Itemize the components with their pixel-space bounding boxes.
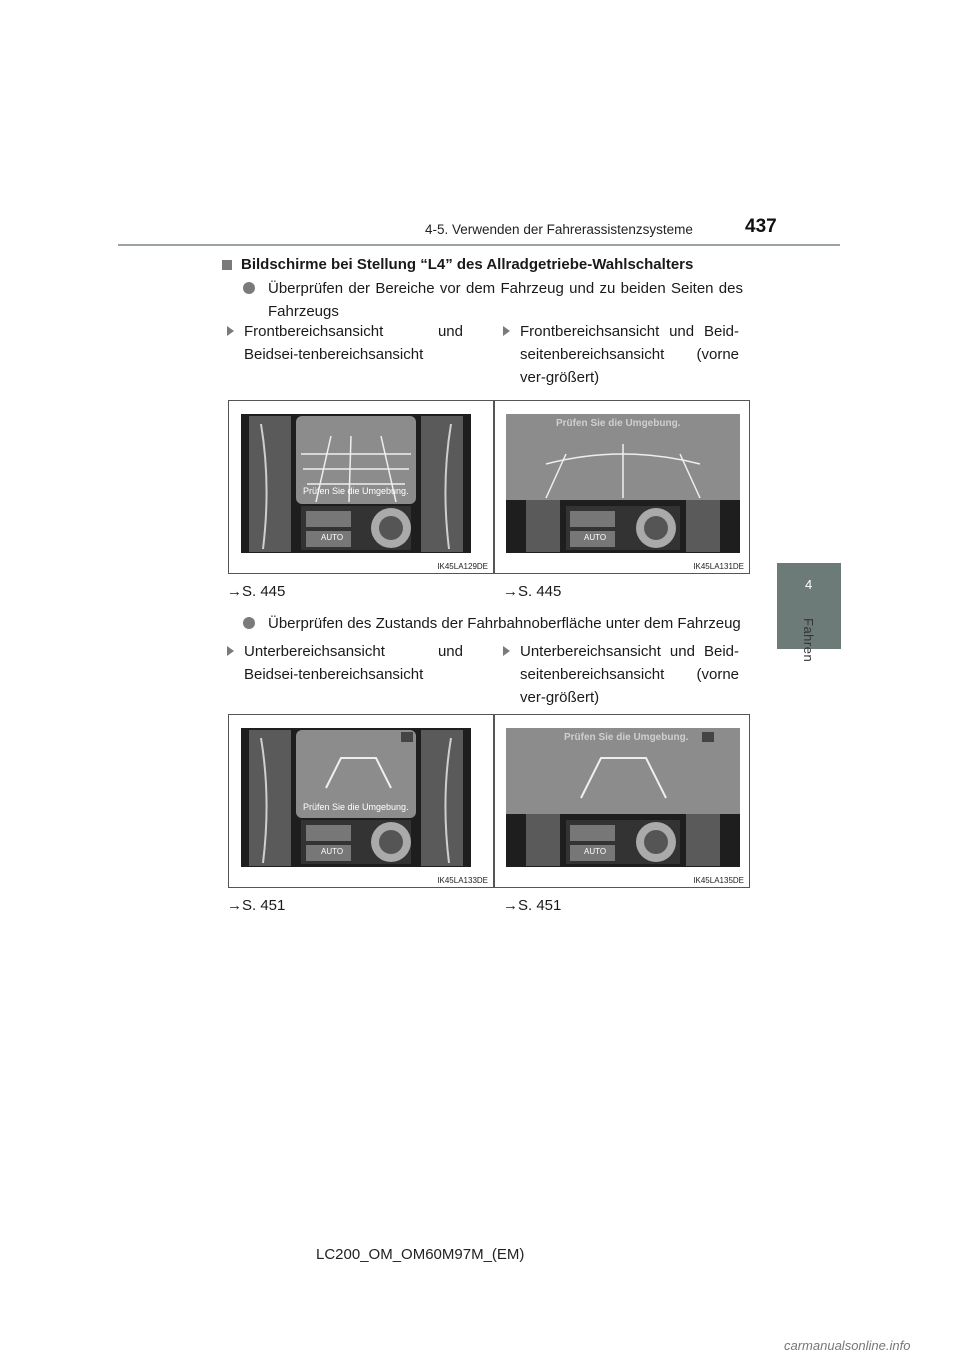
bullet-text-front: Überprüfen der Bereiche vor dem Fahrzeug und zu beiden Seiten des Fahrzeugs <box>268 280 743 320</box>
camera-display-graphic <box>241 414 471 553</box>
camera-display-graphic <box>506 414 740 553</box>
figure-id: IK45LA129DE <box>437 562 488 571</box>
figure-id: IK45LA133DE <box>437 876 488 885</box>
screen-mode-label: AUTO <box>321 533 344 542</box>
camera-display <box>506 414 740 553</box>
camera-display <box>241 728 471 867</box>
screen-mode-label: AUTO <box>321 847 344 856</box>
figure-caption: Unterbereichsansicht und Beid-seitenbereichsansicht (vorne ver-größert) <box>503 640 739 709</box>
bullet-item-underbody <box>243 612 743 635</box>
screen-message: Prüfen Sie die Umgebung. <box>556 418 681 429</box>
watermark-text: carmanualsonline.info <box>784 1338 911 1353</box>
triangle-bullet-icon <box>227 646 234 656</box>
bullet-item-front <box>243 277 743 323</box>
figure-camera-screen <box>228 400 494 574</box>
camera-display-graphic <box>506 728 740 867</box>
section-heading <box>222 256 693 273</box>
screen-mode-label: AUTO <box>584 533 607 542</box>
page-reference: →S. 451 <box>227 897 286 914</box>
page-number: 437 <box>745 216 777 237</box>
camera-display-graphic <box>241 728 471 867</box>
figure-caption: Unterbereichsansicht und Beidsei-tenbereichsansicht <box>227 640 463 686</box>
triangle-bullet-icon <box>227 326 234 336</box>
page-reference: →S. 451 <box>503 897 562 914</box>
screen-message: Prüfen Sie die Umgebung. <box>303 802 409 812</box>
figure-camera-screen <box>494 714 750 888</box>
round-bullet-icon <box>243 282 255 294</box>
camera-display <box>506 728 740 867</box>
triangle-bullet-icon <box>503 646 510 656</box>
screen-message: Prüfen Sie die Umgebung. <box>303 486 409 496</box>
section-heading-text: Bildschirme bei Stellung “L4” des Allradgetriebe-Wahlschalters <box>241 256 694 273</box>
bullet-text-underbody: Überprüfen des Zustands der Fahrbahnoberfläche unter dem Fahrzeug <box>268 615 741 632</box>
screen-mode-label: AUTO <box>584 847 607 856</box>
chapter-number: 4 <box>805 577 813 592</box>
header-section-title: 4-5. Verwenden der Fahrerassistenzsysteme <box>425 222 693 237</box>
page-reference: →S. 445 <box>227 583 286 600</box>
triangle-bullet-icon <box>503 326 510 336</box>
page-reference: →S. 445 <box>503 583 562 600</box>
figure-caption: Frontbereichsansicht und Beid-seitenbereichsansicht (vorne ver-größert) <box>503 320 739 389</box>
screen-message: Prüfen Sie die Umgebung. <box>564 732 689 743</box>
chapter-label: Fahren <box>801 618 816 663</box>
figure-camera-screen <box>228 714 494 888</box>
figure-id: IK45LA135DE <box>693 876 744 885</box>
figure-id: IK45LA131DE <box>693 562 744 571</box>
camera-display <box>241 414 471 553</box>
figure-caption: Frontbereichsansicht und Beidsei-tenbereichsansicht <box>227 320 463 366</box>
footer-model-code: LC200_OM_OM60M97M_(EM) <box>316 1246 525 1263</box>
header-divider <box>118 244 840 246</box>
square-bullet-icon <box>222 260 232 270</box>
round-bullet-icon <box>243 617 255 629</box>
figure-camera-screen <box>494 400 750 574</box>
